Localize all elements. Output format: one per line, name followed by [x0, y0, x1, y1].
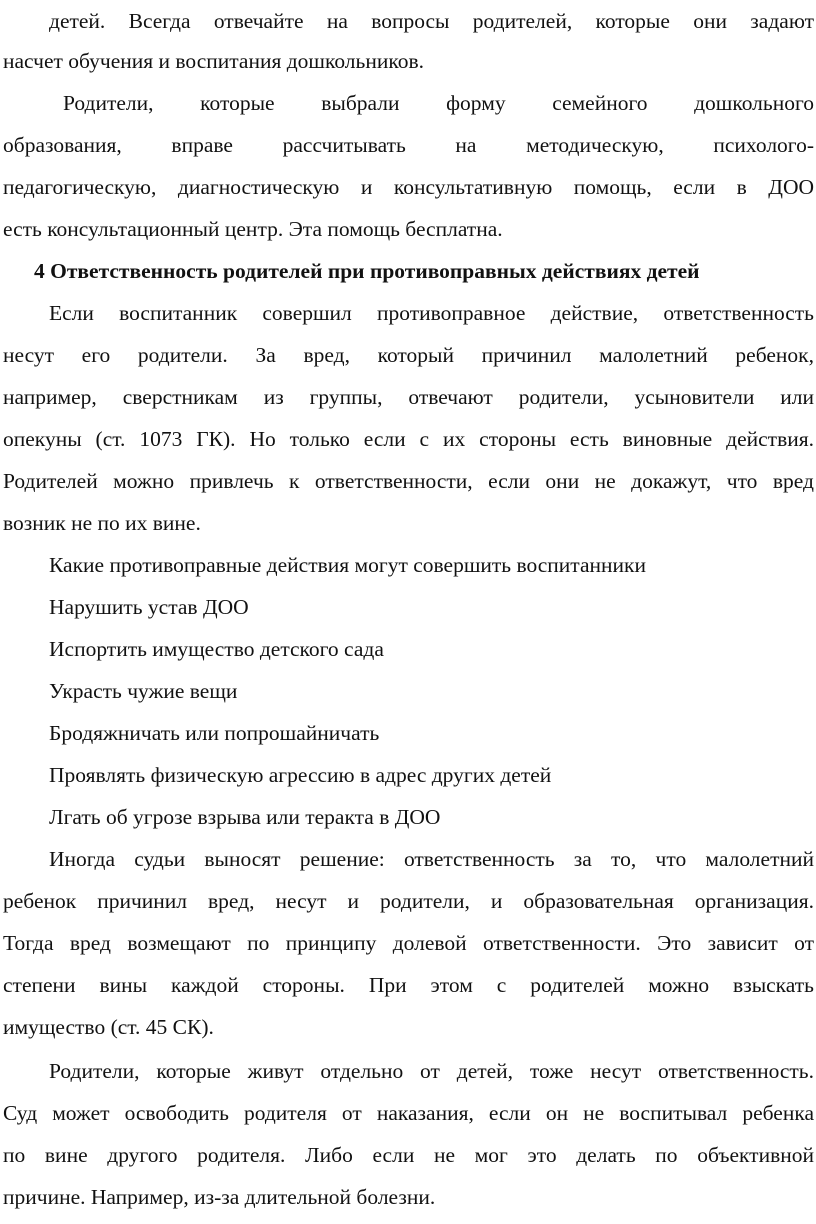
- paragraph-3-line-3: например, сверстникам из группы, отвечают родители, усыновители или: [3, 385, 814, 409]
- list-item: Проявлять физическую агрессию в адрес других детей: [49, 763, 552, 787]
- paragraph-2-line-1: Родители, которые выбрали форму семейного дошкольного: [63, 91, 814, 115]
- paragraph-5-line-2: Суд может освободить родителя от наказания, если он не воспитывал ребенка: [3, 1101, 814, 1125]
- paragraph-4-line-3: Тогда вред возмещают по принципу долевой ответственности. Это зависит от: [3, 931, 814, 955]
- paragraph-4-line-1: Иногда судьи выносят решение: ответственность за то, что малолетний: [49, 847, 814, 871]
- list-item: Нарушить устав ДОО: [49, 595, 249, 619]
- list-intro: Какие противоправные действия могут совершить воспитанники: [49, 553, 646, 577]
- paragraph-5-line-1: Родители, которые живут отдельно от детей, тоже несут ответственность.: [49, 1059, 814, 1083]
- list-item: Украсть чужие вещи: [49, 679, 238, 703]
- paragraph-3-line-5: Родителей можно привлечь к ответственности, если они не докажут, что вред: [3, 469, 814, 493]
- list-item: Испортить имущество детского сада: [49, 637, 384, 661]
- paragraph-2-line-4: есть консультационный центр. Эта помощь бесплатна.: [3, 217, 503, 241]
- paragraph-4-line-2: ребенок причинил вред, несут и родители, и образовательная организация.: [3, 889, 814, 913]
- paragraph-3-line-6: возник не по их вине.: [3, 511, 201, 535]
- list-item: Бродяжничать или попрошайничать: [49, 721, 380, 745]
- paragraph-3-line-4: опекуны (ст. 1073 ГК). Но только если с их стороны есть виновные действия.: [3, 427, 814, 451]
- list-item: Лгать об угрозе взрыва или теракта в ДОО: [49, 805, 441, 829]
- paragraph-3-line-1: Если воспитанник совершил противоправное действие, ответственность: [49, 301, 814, 325]
- paragraph-1-line-1: детей. Всегда отвечайте на вопросы родителей, которые они задают: [49, 9, 814, 33]
- paragraph-2-line-3: педагогическую, диагностическую и консультативную помощь, если в ДОО: [3, 175, 814, 199]
- section-heading: 4 Ответственность родителей при противоправных действиях детей: [34, 259, 700, 283]
- paragraph-4-line-5: имущество (ст. 45 СК).: [3, 1015, 214, 1039]
- paragraph-5-line-3: по вине другого родителя. Либо если не мог это делать по объективной: [3, 1143, 814, 1167]
- paragraph-4-line-4: степени вины каждой стороны. При этом с родителей можно взыскать: [3, 973, 814, 997]
- paragraph-2-line-2: образования, вправе рассчитывать на методическую, психолого-: [3, 133, 814, 157]
- paragraph-3-line-2: несут его родители. За вред, который причинил малолетний ребенок,: [3, 343, 814, 367]
- paragraph-1-line-2: насчет обучения и воспитания дошкольников.: [3, 49, 424, 73]
- paragraph-5-line-4: причине. Например, из-за длительной болезни.: [3, 1185, 436, 1209]
